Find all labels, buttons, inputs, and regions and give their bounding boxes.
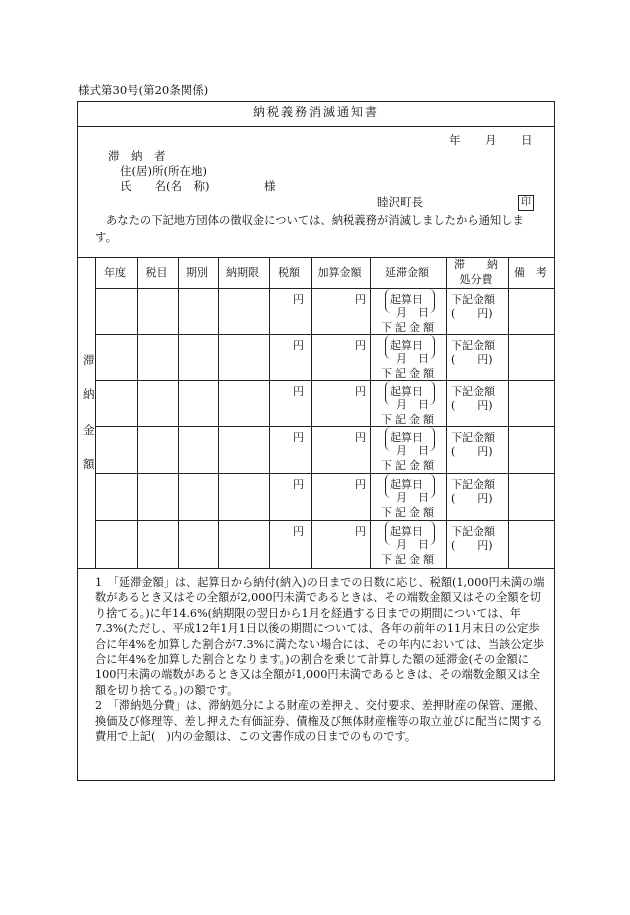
month-day-label: 月 日: [396, 444, 429, 457]
side-label-4: 額: [83, 457, 95, 471]
calc-start-label: 起算日: [390, 478, 423, 491]
below-amount-label: 下記金額: [381, 553, 437, 566]
proc-fee-paren: ( 円): [451, 307, 493, 320]
date-month: 月: [485, 133, 497, 147]
body-text-line2: す。: [95, 230, 118, 244]
notes: [95, 575, 547, 744]
issuer-name: 睦沢町長: [377, 195, 423, 209]
note-1: 1 「延滞金額」は、起算日から納付(納入)の日までの日数に応じ、税額(1,000円未満の端数があるとき又はその全額が2,000円未満であるときは、その端数金額又はその全額を切り捨てる。)に年14.6%(納期限の翌日から1月を経過する日までの期間については、年7.3%(ただし、平成12年1月1日以後の期間については、各年の前年の11月末日の公定歩合に年4%を加算した割合が7.3%に満たない場合には、その年内においては、当該公定歩合に年4%を加算した割合となります。)の割合を乗じて計算した額の延滞金(その金額に100円未満の端数があるとき又は全額が1,000円未満であるときは、その端数金額又は全額を切り捨てる。)の額です。: [95, 576, 545, 697]
tax-yen: 円: [293, 385, 304, 398]
title-divider: [78, 126, 554, 127]
side-label-3: 金: [83, 423, 95, 437]
seal-mark: 印: [518, 195, 534, 211]
proc-fee-paren: ( 円): [451, 445, 493, 458]
calc-start-label: 起算日: [390, 525, 423, 538]
month-day-label: 月 日: [396, 398, 429, 411]
note-2: 2 「滞納処分費」は、滞納処分による財産の差押え、交付要求、差押財産の保管、運搬、換価及び修理等、差し押えた有価証券、債権及び無体財産権等の取立並びに配当に関する費用で上記( )内の金額は、この文書作成の日までのものです。: [95, 699, 545, 744]
recipient-name: 氏 名(名 称): [120, 179, 210, 193]
date-year: 年: [449, 133, 461, 147]
tax-yen: 円: [293, 525, 304, 538]
proc-fee-paren: ( 円): [451, 353, 493, 366]
header-year: 年度: [104, 266, 126, 279]
proc-fee-below-amount: 下記金額: [451, 339, 495, 352]
header-tax-item: 税目: [145, 266, 168, 279]
header-due: 納期限: [226, 266, 259, 279]
month-day-label: 月 日: [396, 538, 429, 551]
calc-start-label: 起算日: [390, 431, 423, 444]
form-label: 様式第30号(第20条関係): [78, 83, 209, 97]
recipient-label: 滞 納 者: [108, 149, 166, 163]
recipient-address: 住(居)所(所在地): [120, 164, 207, 178]
proc-fee-below-amount: 下記金額: [451, 385, 495, 398]
tax-yen: 円: [293, 431, 304, 444]
table-bottom-line: [78, 568, 554, 569]
header-proc-fee-1: 滞 納: [454, 258, 498, 271]
side-label-1: 滞: [83, 353, 95, 367]
below-amount-label: 下記金額: [381, 413, 437, 426]
header-proc-fee-2: 処分費: [459, 273, 493, 286]
proc-fee-below-amount: 下記金額: [451, 478, 495, 491]
tax-yen: 円: [293, 339, 304, 352]
proc-fee-paren: ( 円): [451, 492, 493, 505]
tax-yen: 円: [293, 293, 304, 306]
notice-title: 納税義務消滅通知書: [252, 105, 379, 119]
header-remarks: 備 考: [514, 266, 547, 279]
proc-fee-below-amount: 下記金額: [451, 293, 495, 306]
proc-fee-paren: ( 円): [451, 399, 493, 412]
header-bottom-line: [95, 288, 554, 289]
header-late-fee: 延滞金額: [385, 266, 429, 279]
body-text-line1: あなたの下記地方団体の徴収金については、納税義務が消滅しましたから通知しま: [106, 214, 524, 227]
month-day-label: 月 日: [396, 306, 429, 319]
proc-fee-below-amount: 下記金額: [451, 431, 495, 444]
penalty-yen: 円: [355, 478, 366, 491]
header-tax-amount: 税額: [278, 266, 300, 279]
penalty-yen: 円: [355, 339, 366, 352]
header-period: 期別: [186, 266, 208, 279]
month-day-label: 月 日: [396, 491, 429, 504]
proc-fee-below-amount: 下記金額: [451, 525, 495, 538]
calc-start-label: 起算日: [390, 339, 423, 352]
below-amount-label: 下記金額: [381, 367, 437, 380]
penalty-yen: 円: [355, 385, 366, 398]
penalty-yen: 円: [355, 431, 366, 444]
below-amount-label: 下記金額: [381, 321, 437, 334]
below-amount-label: 下記金額: [381, 459, 437, 472]
recipient-honorific: 様: [264, 179, 276, 193]
tax-yen: 円: [293, 478, 304, 491]
calc-start-label: 起算日: [390, 293, 423, 306]
month-day-label: 月 日: [396, 352, 429, 365]
penalty-yen: 円: [355, 525, 366, 538]
proc-fee-paren: ( 円): [451, 539, 493, 552]
penalty-yen: 円: [355, 293, 366, 306]
date-day: 日: [521, 133, 533, 147]
below-amount-label: 下記金額: [381, 506, 437, 519]
side-label-2: 納: [83, 387, 95, 401]
header-penalty: 加算金額: [317, 266, 362, 279]
calc-start-label: 起算日: [390, 385, 423, 398]
